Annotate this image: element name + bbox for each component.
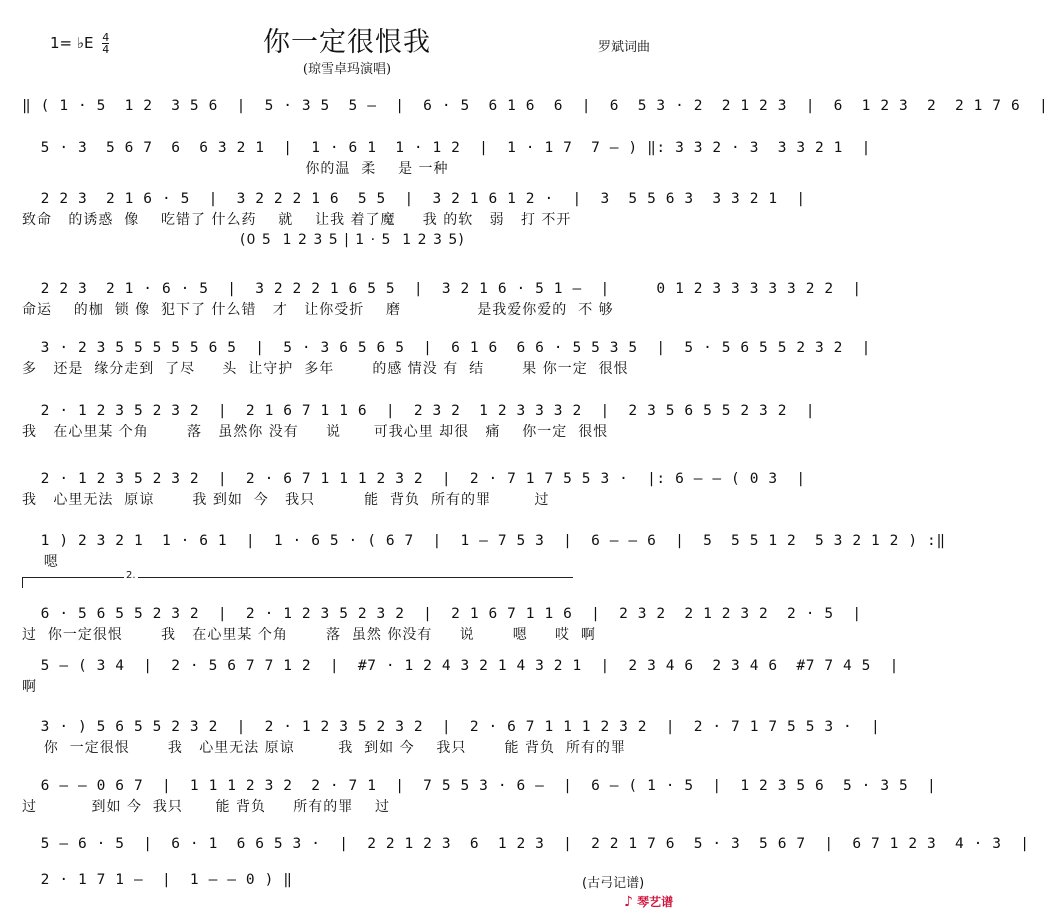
volta-label: 2. [126,570,136,581]
system-8 [22,530,946,572]
key-note: ♭E [76,34,94,52]
notes-line: 2 2 3 2 1 · 6 · 5 | 3 2 2 2 1 6 5 5 | 3 2 1 6 · 5 1 – | 0 1 2 3 3 3 3 3 2 2 | [22,281,862,297]
system-3 [22,188,806,250]
lyrics-line: 你的温 柔 是 一种 [22,161,449,177]
notes-line: 1 ) 2 3 2 1 1 · 6 1 | 1 · 6 5 · ( 6 7 | 1 – 7 5 3 | 6 – – 6 | 5 5 5 1 2 5 3 2 1 2 ) :‖ [22,533,946,549]
notes-line: 2 · 1 2 3 5 2 3 2 | 2 · 6 7 1 1 1 2 3 2 | 2 · 7 1 7 5 5 3 · |: 6 – – ( 0 3 | [22,471,806,487]
lyrics-line [22,117,672,137]
time-bottom: 4 [102,43,110,56]
system-12 [22,775,937,817]
lyrics-line: 我 心里无法 原谅 我 到如 今 我只 能 背负 所有的罪 过 [22,492,550,508]
time-top: 4 [102,31,110,44]
system-10 [22,655,899,697]
lyrics-line-secondary: (0 5 1 2 3 5 | 1 · 5 1 2 3 5) [22,232,465,248]
system-14 [22,869,672,891]
notes-line: 2 · 1 2 3 5 2 3 2 | 2 1 6 7 1 1 6 | 2 3 2 1 2 3 3 3 2 | 2 3 5 6 5 5 2 3 2 | [22,403,816,419]
notes-line: 2 · 1 7 1 – | 1 – – 0 ) ‖ [22,872,293,888]
lyrics-line: 多 还是 缘分走到 了尽 头 让守护 多年 的感 情没 有 结 果 你一定 很恨 [22,361,629,377]
notes-line: 6 · 5 6 5 5 2 3 2 | 2 · 1 2 3 5 2 3 2 | 2 1 6 7 1 1 6 | 2 3 2 2 1 2 3 2 2 · 5 | [22,606,862,622]
lyrics-line: 过 到如 今 我只 能 背负 所有的罪 过 [22,799,391,815]
system-5 [22,337,872,379]
transcriber-credit: (古弓记谱) [582,876,645,891]
key-prefix: 1= [50,34,73,52]
lyrics-line: 我 在心里某 个角 落 虽然你 没有 说 可我心里 却很 痛 你一定 很恨 [22,424,609,440]
logo-icon: ♪ [624,894,633,910]
notes-line: 3 · 2 3 5 5 5 5 5 6 5 | 5 · 3 6 5 6 5 | 6 1 6 6 6 · 5 5 3 5 | 5 · 5 6 5 5 2 3 2 | [22,340,872,356]
lyrics-line: 命运 的枷 锁 像 犯下了 什么错 才 让你受折 磨 是我爱你爱的 不 够 [22,302,614,318]
notes-line: ‖ ( 1 · 5 1 2 3 5 6 | 5 · 3 5 5 – | 6 · 5 6 1 6 6 | 6 5 3 · 2 2 1 2 3 | 6 1 2 3 2 2 1 7 6 | [22,98,1048,114]
lyrics-line: 你 一定很恨 我 心里无法 原谅 我 到如 今 我只 能 背负 所有的罪 [22,740,626,756]
system-9 [22,603,862,645]
system-2 [22,137,872,179]
notes-line: 6 – – 0 6 7 | 1 1 1 2 3 2 2 · 7 1 | 7 5 5 3 · 6 – | 6 – ( 1 · 5 | 1 2 3 5 6 5 · 3 5 | [22,778,937,794]
system-6 [22,400,816,442]
credits: 罗斌词曲 [598,40,651,55]
lyrics-line: 啊 [22,679,37,695]
lyrics-line: 嗯 [22,554,59,570]
system-7 [22,468,806,510]
system-13 [22,833,1030,855]
notes-line: 3 · ) 5 6 5 5 2 3 2 | 2 · 1 2 3 5 2 3 2 | 2 · 6 7 1 1 1 2 3 2 | 2 · 7 1 7 5 5 3 · | [22,719,881,735]
system-4 [22,278,862,320]
watermark-logo [624,893,673,910]
performer: (琼雪卓玛演唱) [302,62,392,77]
notes-line: 2 2 3 2 1 6 · 5 | 3 2 2 2 1 6 5 5 | 3 2 1 6 1 2 · | 3 5 5 6 3 3 3 2 1 | [22,191,806,207]
watermark-text: 琴艺谱 [637,895,674,909]
song-title: 你一定很恨我 [263,27,431,58]
lyrics-line: 致命 的诱惑 像 吃错了 什么药 就 让我 着了魔 我 的软 弱 打 不开 [22,212,572,228]
system-1 [22,95,1048,137]
notes-line: 5 · 3 5 6 7 6 6 3 2 1 | 1 · 6 1 1 · 1 2 | 1 · 1 7 7 – ) ‖: 3 3 2 · 3 3 3 2 1 | [22,140,872,156]
system-11 [22,716,881,758]
notes-line: 5 – 6 · 5 | 6 · 1 6 6 5 3 · | 2 2 1 2 3 6 1 2 3 | 2 2 1 7 6 5 · 3 5 6 7 | 6 7 1 2 3 4 · 3 | [22,836,1030,852]
notes-line: 5 – ( 3 4 | 2 · 5 6 7 7 1 2 | #7 · 1 2 4 3 2 1 4 3 2 1 | 2 3 4 6 2 3 4 6 #7 7 4 5 | [22,658,899,674]
volta-bracket [22,577,573,588]
lyrics-line: 过 你一定很恨 我 在心里某 个角 落 虽然 你没有 说 嗯 哎 啊 [22,627,596,643]
